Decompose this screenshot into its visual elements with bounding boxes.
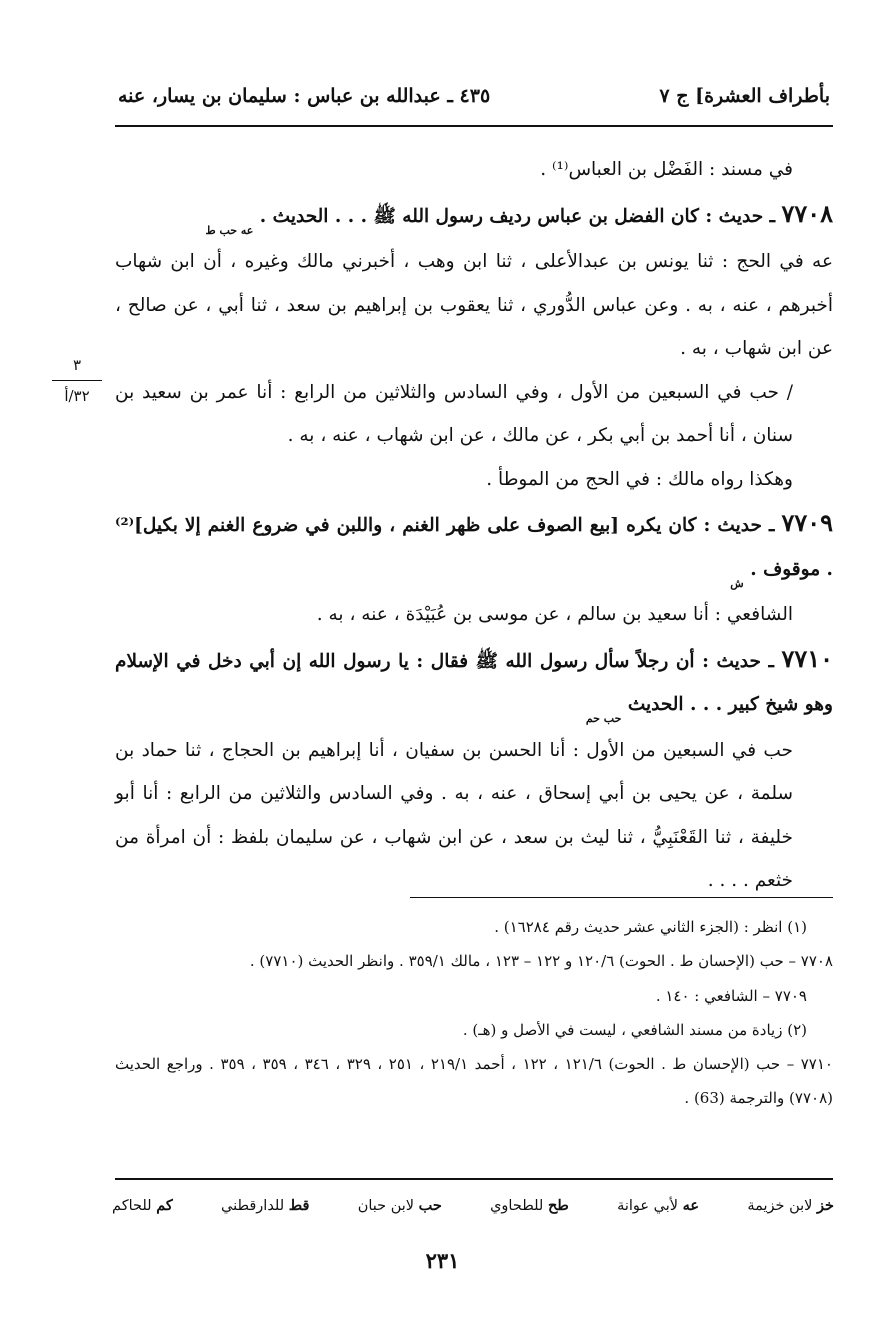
- abbreviation-name: لابن حبان: [357, 1197, 415, 1214]
- hadith-number: ٧٧٠٨: [781, 198, 833, 228]
- chain-paragraph: / حب في السبعين من الأول ، وفي السادس والثلاثين من الرابع : أنا عمر بن سعيد بن سنان ، أنا أحمد بن أبي بكر ، عن مالك ، عن ابن شهاب ، عنه ، به .: [115, 381, 793, 446]
- hadith-number: ٧٧١٠: [781, 643, 833, 673]
- margin-ref-divider: [52, 380, 102, 381]
- footnote: (٢) زيادة من مسند الشافعي ، ليست في الأصل و (هـ) .: [462, 1020, 807, 1039]
- hadith-7710-heading: [115, 637, 833, 729]
- hadith-sigla: ش: [730, 576, 744, 590]
- footnotes: [115, 910, 833, 1116]
- hadith-7708-heading: [115, 192, 833, 241]
- footnote-rule: [410, 897, 833, 898]
- abbreviation-name: للدارقطني: [221, 1197, 285, 1214]
- margin-ref-top: ٣: [72, 356, 82, 374]
- margin-manuscript-ref: [48, 356, 106, 405]
- abbreviation-code: كم: [156, 1196, 173, 1214]
- abbreviation-code: عه: [682, 1196, 700, 1214]
- abbreviation-code: حب: [418, 1196, 442, 1214]
- footnote: ٧٧٠٨ – حب (الإحسان ط . الحوت) ١٢٠/٦ و ١٢٢ – ١٢٣ ، مالك ٣٥٩/١ . وانظر الحديث (٧٧١٠) .: [249, 952, 833, 971]
- abbreviation-item: [358, 1197, 442, 1214]
- chain-paragraph: الشافعي : أنا سعيد بن سالم ، عن موسى بن عُبَيْدَة ، عنه ، به .: [316, 604, 793, 625]
- footnote: ٧٧١٠ – حب (الإحسان ط . الحوت) ١٢١/٦ ، ١٢٢ ، أحمد ٢١٩/١ ، ٢٥١ ، ٣٢٩ ، ٣٤٦ ، ٣٥٩ ، ٣٥٩ . وراجع الحديث (٧٧٠٨) والترجمة (63) .: [115, 1055, 833, 1108]
- abbreviation-code: طح: [547, 1196, 569, 1214]
- section-title: ٤٣٥ ـ عبدالله بن عباس : سليمان بن يسار، عنه: [118, 85, 491, 107]
- hadith-sigla: عه حب ط: [205, 223, 254, 237]
- chain-paragraph: عه في الحج : ثنا يونس بن عبدالأعلى ، ثنا ابن وهب ، أخبرني مالك وغيره ، أن ابن شهاب أخبرهم ، عنه ، به . وعن عباس الدُّوري ، ثنا يعقوب بن إبراهيم بن سعد ، ثنا أبي ، عن صالح ، عن ابن شهاب ، به .: [115, 251, 833, 359]
- margin-ref-bottom: ٣٢/أ: [64, 387, 90, 405]
- musnad-intro: في مسند : الفَضْل بن العباس⁽¹⁾ .: [540, 159, 793, 180]
- hadith-text: ـ حديث : كان يكره [بيع الصوف على ظهر الغنم ، واللبن في ضروع الغنم إلا بكيل]⁽²⁾ . موقوف .: [115, 515, 833, 580]
- hadith-number: ٧٧٠٩: [781, 508, 833, 537]
- abbreviations-key: [112, 1190, 834, 1220]
- abbreviation-item: [112, 1197, 173, 1214]
- abbreviation-code: قط: [288, 1196, 310, 1214]
- header-rule: [115, 125, 833, 127]
- footnote: (١) انظر : (الجزء الثاني عشر حديث رقم ١٦٢٨٤) .: [494, 918, 807, 936]
- hadith-7709-heading: [115, 501, 833, 593]
- book-title: بأطراف العشرة] ج ٧: [659, 85, 830, 107]
- abbreviation-name: للطحاوي: [490, 1197, 544, 1214]
- main-text: [115, 148, 833, 903]
- abbreviation-name: لأبي عوانة: [617, 1197, 679, 1214]
- hadith-text: ـ حديث : كان الفضل بن عباس رديف رسول الله ﷺ . . . الحديث .: [259, 205, 782, 227]
- abbreviation-name: للحاكم: [112, 1197, 152, 1214]
- footnote: ٧٧٠٩ – الشافعي : ١٤٠ .: [655, 986, 807, 1005]
- chain-paragraph: وهكذا رواه مالك : في الحج من الموطأ .: [486, 468, 793, 490]
- abbreviation-code: خز: [817, 1196, 834, 1214]
- page-number: ٢٣١: [425, 1248, 460, 1273]
- chain-paragraph: حب في السبعين من الأول : أنا الحسن بن سفيان ، أنا إبراهيم بن الحجاج ، ثنا حماد بن سلمة ، عن يحيى بن أبي إسحاق ، عنه ، به . وفي السادس والثلاثين من الرابع : أنا أبو خليفة ، ثنا القَعْنَبِيُّ ، ثنا ليث بن سعد ، عن ابن شهاب ، عن سليمان بلفظ : أن امرأة من خثعم . . . .: [115, 739, 793, 891]
- hadith-text: ـ حديث : أن رجلاً سأل رسول الله ﷺ فقال : يا رسول الله إن أبي دخل في الإسلام وهو شيخ كبير . . . الحديث: [115, 650, 833, 715]
- hadith-sigla: حب حم: [585, 712, 622, 725]
- abbreviations-rule: [115, 1178, 833, 1180]
- running-header: [118, 78, 830, 114]
- abbreviation-item: [747, 1197, 834, 1214]
- abbreviation-item: [617, 1197, 699, 1214]
- abbreviation-name: لابن خزيمة: [747, 1197, 813, 1214]
- abbreviation-item: [221, 1197, 309, 1214]
- abbreviation-item: [490, 1197, 569, 1214]
